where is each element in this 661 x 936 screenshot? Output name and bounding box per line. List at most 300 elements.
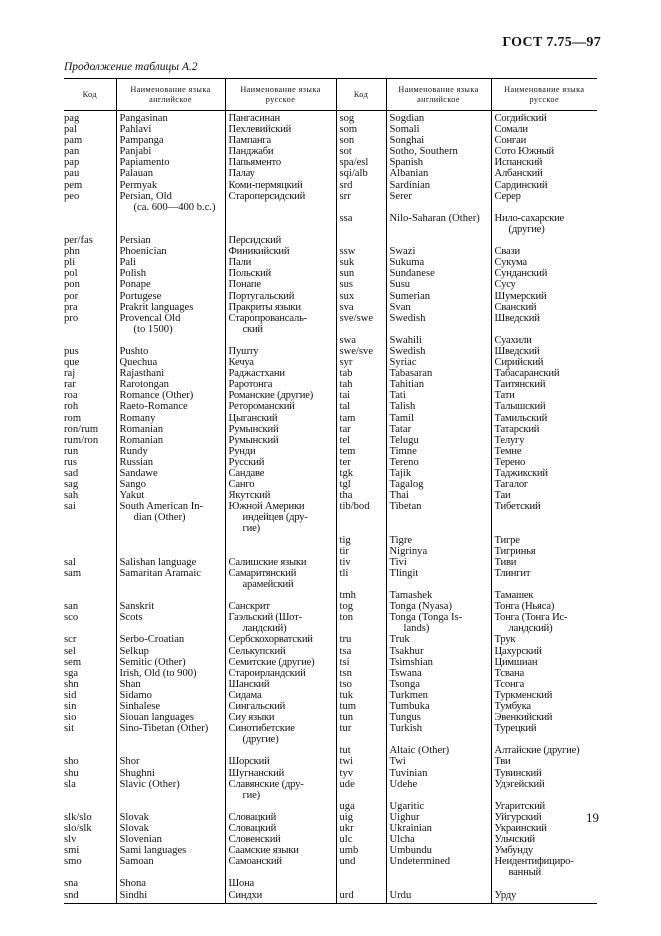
code-cell [64,779,116,801]
cell-text-line: Эвенкийский [494,712,553,724]
code-cell [336,612,386,634]
english-name-cell [116,801,225,812]
table-row [64,634,597,645]
table-row [64,191,597,213]
cell-text-line: tha [339,490,353,502]
cell-text-line: Permyak [119,179,158,191]
code-cell [336,168,386,179]
cell-text-line: Тамашек [494,590,534,602]
cell-text-line: Salishan language [119,556,197,568]
cell-text-line: Польский [228,268,272,280]
cell-text-line: Панджаби [228,146,274,158]
cell-text-line: Palauan [119,168,154,180]
cell-text-line: tun [339,712,354,724]
cell-text-line: ulc [339,834,353,846]
cell-text-line: Португальский [228,290,295,302]
cell-text-line: rus [64,456,77,468]
table-row [64,368,597,379]
cell-text-line: Spanish [389,157,424,169]
code-cell [336,823,386,834]
russian-name-cell [225,756,336,767]
english-name-cell [386,601,491,612]
table-row [64,812,597,823]
russian-name-cell [491,668,597,679]
russian-name-cell [225,501,336,534]
russian-name-cell [225,157,336,168]
english-name-cell [386,435,491,446]
russian-name-cell [225,679,336,690]
russian-name-cell [225,235,336,246]
russian-name-cell [491,124,597,135]
cell-text-line: ron/rum [64,423,99,435]
cell-text-line: Tonga (Nyasa) [389,601,453,613]
russian-name-cell [225,257,336,268]
table-row [64,690,597,701]
english-name-cell [116,457,225,468]
english-name-cell [386,668,491,679]
english-name-cell [386,890,491,904]
cell-text-line: urd [339,889,354,901]
table-row [64,291,597,302]
cell-text-line: Сонгаи [494,135,527,147]
cell-text-line: Nilo-Saharan (Other) [389,212,480,224]
english-name-cell [116,590,225,601]
russian-name-cell [491,424,597,435]
english-name-cell [116,568,225,590]
code-cell [336,146,386,157]
code-cell [336,357,386,368]
english-name-cell [386,302,491,313]
code-cell [64,612,116,634]
english-name-cell [386,257,491,268]
english-name-cell [386,146,491,157]
cell-text-line: Prakrit languages [119,301,194,313]
cell-text-line: Tsimshian [389,656,433,668]
cell-text-line: Словенский [228,834,281,846]
russian-name-cell [225,479,336,490]
cell-text-line: Tamil [389,412,415,424]
code-cell [336,546,386,557]
cell-text-line: Нило-сахарские [494,212,565,224]
cell-text-line: Урду [494,889,517,901]
cell-text-line: som [339,124,358,136]
russian-name-cell [225,668,336,679]
cell-text-line: san [64,601,79,613]
cell-text-line: suk [339,257,355,269]
cell-text-line: Slovak [119,811,149,823]
cell-text-line: Sinhalese [119,700,161,712]
cell-text-line: tum [339,700,356,712]
code-cell [64,168,116,179]
cell-text-line: Quechua [119,357,158,369]
cell-text-line: Темне [494,445,522,457]
english-name-cell [386,590,491,601]
cell-text-line: tel [339,434,351,446]
table-row [64,435,597,446]
cell-text-line: Трук [494,634,516,646]
cell-text-line: Timne [389,445,417,457]
code-cell [64,368,116,379]
english-name-cell [386,634,491,645]
cell-text-line: Scots [119,612,143,624]
russian-name-cell [225,413,336,424]
russian-name-cell [491,745,597,756]
cell-text-line: shu [64,767,79,779]
cell-text-line: Старопровансаль- [228,312,308,324]
cell-text-line: (to 1500) [133,323,173,335]
english-name-cell [386,612,491,634]
code-cell [336,768,386,779]
russian-name-cell [491,501,597,534]
cell-text-line: Тати [494,390,515,402]
cell-text-line: Тонга (Ньяса) [494,601,555,613]
cell-text-line: Tati [389,390,406,402]
table-row [64,756,597,767]
cell-text-line: Sidamo [119,689,152,701]
cell-text-line: swe/sve [339,345,374,357]
russian-name-cell [225,701,336,712]
english-name-cell [116,335,225,346]
cell-text-line: Romany [119,412,156,424]
english-name-cell [116,368,225,379]
russian-name-cell [491,446,597,457]
code-cell [64,302,116,313]
russian-name-cell [491,457,597,468]
russian-name-cell [225,634,336,645]
cell-text-line: Nigrinya [389,545,428,557]
english-name-cell [386,501,491,534]
cell-text-line: Undetermined [389,856,451,868]
english-name-cell [116,313,225,335]
cell-text-line: Тигринья [494,545,536,557]
russian-name-cell [225,535,336,546]
cell-text-line: dian (Other) [133,512,186,524]
cell-text-line: sve/swe [339,312,374,324]
code-cell [64,346,116,357]
cell-text-line: ский [242,323,263,335]
cell-text-line: tem [339,445,356,457]
russian-name-cell [225,745,336,756]
english-name-cell [116,401,225,412]
table-row [64,612,597,634]
cell-text-line: Сардинский [494,179,548,191]
cell-text-line: Raeto-Romance [119,401,188,413]
table-row [64,124,597,135]
cell-text-line: Шведский [494,345,540,357]
cell-text-line: ude [339,778,355,790]
russian-name-cell [225,546,336,557]
cell-text-line: sam [64,567,82,579]
english-name-cell [386,279,491,290]
cell-text-line: Суахили [494,334,532,346]
english-name-cell [116,435,225,446]
cell-text-line: rum/ron [64,434,99,446]
cell-text-line: Tumbuka [389,700,430,712]
cell-text-line: smi [64,845,80,857]
cell-text-line: Sotho, Southern [389,146,458,158]
russian-name-cell [491,612,597,634]
code-cell [64,823,116,834]
cell-text-line: Пангасинан [228,113,280,124]
russian-name-cell [491,390,597,401]
cell-text-line: Селькупский [228,645,286,657]
cell-text-line: tgk [339,468,354,479]
russian-name-cell [491,801,597,812]
cell-text-line: Цимшиан [494,656,538,668]
cell-text-line: Slovenian [119,834,162,846]
cell-text-line: Семитские (другие) [228,656,315,668]
cell-text-line: umb [339,845,359,857]
table-row [64,246,597,257]
cell-text-line: Sukuma [389,257,425,269]
cell-text-line: Староирландский [228,667,306,679]
cell-text-line: Rarotongan [119,379,169,391]
code-cell [336,501,386,534]
cell-text-line: Provencal Old [119,312,181,324]
code-cell [64,268,116,279]
english-name-cell [386,213,491,235]
table-row [64,723,597,745]
russian-name-cell [491,890,597,904]
cell-text-line: Sumerian [389,290,431,302]
code-cell [336,390,386,401]
english-name-cell [386,845,491,856]
english-name-cell [116,779,225,801]
table-row [64,501,597,534]
cell-text-line: Кечуа [228,357,254,369]
cell-text-line: sla [64,778,76,790]
cell-text-line: pam [64,135,83,147]
russian-name-cell [225,313,336,335]
table-row [64,546,597,557]
english-name-cell [116,268,225,279]
english-name-cell [116,446,225,457]
english-name-cell [116,701,225,712]
english-name-cell [116,257,225,268]
cell-text-line: Тлингит [494,567,531,579]
russian-name-cell [491,279,597,290]
cell-text-line: Pahlavi [119,124,152,136]
cell-text-line: Sango [119,479,146,491]
russian-name-cell [225,291,336,302]
cell-text-line: tam [339,412,356,424]
code-cell [64,111,116,125]
english-name-cell [386,712,491,723]
russian-name-cell [491,313,597,335]
cell-text-line: Понапе [228,279,261,291]
cell-text-line: ter [339,456,351,468]
russian-name-cell [491,302,597,313]
russian-name-cell [491,590,597,601]
russian-name-cell [491,257,597,268]
cell-text-line: Романские (другие) [228,390,314,402]
code-cell [64,546,116,557]
code-cell [336,457,386,468]
russian-name-cell [225,490,336,501]
english-name-cell [116,468,225,479]
code-cell [336,745,386,756]
russian-name-cell [491,823,597,834]
code-cell [336,590,386,601]
cell-text-line: Sundanese [389,268,435,280]
english-name-cell [116,878,225,889]
cell-text-line: roh [64,401,79,413]
cell-text-line: Румынский [228,434,279,446]
russian-name-cell [225,124,336,135]
russian-name-cell [491,546,597,557]
cell-text-line: Согдийский [494,113,547,124]
cell-text-line: Сандаве [228,468,265,479]
table-row [64,146,597,157]
table-row [64,479,597,490]
russian-name-cell [225,878,336,889]
code-cell [64,590,116,601]
cell-text-line: Sindhi [119,889,148,901]
code-cell [336,634,386,645]
english-name-cell [116,157,225,168]
table-row [64,712,597,723]
code-cell [336,568,386,590]
cell-text-line: srd [339,179,353,191]
english-name-cell [386,468,491,479]
cell-text-line: sog [339,113,355,124]
russian-name-cell [225,213,336,235]
table-row [64,823,597,834]
cell-text-line: Tivi [389,556,407,568]
russian-name-cell [491,268,597,279]
column-header-english: Наименование языка английское [386,79,491,111]
cell-text-line: Раротонга [228,379,273,391]
cell-text-line: syr [339,357,353,369]
code-cell [64,712,116,723]
english-name-cell [386,756,491,767]
code-cell [64,124,116,135]
code-cell [64,601,116,612]
cell-text-line: Tibetan [389,501,422,513]
cell-text-line: tir [339,545,349,557]
cell-text-line: Гаэльский (Шот- [228,612,302,624]
russian-name-cell [225,768,336,779]
table-row [64,335,597,346]
code-cell [64,446,116,457]
russian-name-cell [491,657,597,668]
table-row [64,111,597,125]
russian-name-cell [491,213,597,235]
cell-text-line: sot [339,146,352,158]
english-name-cell [116,291,225,302]
code-cell [336,712,386,723]
cell-text-line: Сирийский [494,357,544,369]
cell-text-line: sai [64,501,76,513]
code-cell [64,701,116,712]
russian-name-cell [491,490,597,501]
english-name-cell [386,690,491,701]
cell-text-line: Panjabi [119,146,152,158]
cell-text-line: sio [64,712,77,724]
english-name-cell [116,501,225,534]
code-cell [64,257,116,268]
russian-name-cell [491,111,597,125]
code-cell [336,235,386,246]
cell-text-line: tso [339,678,352,690]
cell-text-line: Thai [389,490,409,502]
russian-name-cell [225,446,336,457]
cell-text-line: slk/slo [64,811,92,823]
code-cell [336,690,386,701]
russian-name-cell [491,346,597,357]
cell-text-line: Russian [119,456,154,468]
english-name-cell [116,191,225,213]
cell-text-line: pem [64,179,83,191]
cell-text-line: tru [339,634,352,646]
table-row [64,646,597,657]
cell-text-line: que [64,357,80,369]
cell-text-line: Сванский [494,301,537,313]
cell-text-line: sux [339,290,355,302]
russian-name-cell [225,612,336,634]
cell-text-line: Romanian [119,434,164,446]
table-row [64,213,597,235]
cell-text-line: uig [339,811,354,823]
cell-text-line: Tonga (Tonga Is- [389,612,463,624]
cell-text-line: гие) [242,523,260,535]
table-row [64,801,597,812]
code-cell [64,424,116,435]
cell-text-line: pra [64,301,78,313]
cell-text-line: Саамские языки [228,845,299,857]
russian-name-cell [225,568,336,590]
cell-text-line: sna [64,878,79,890]
english-name-cell [116,890,225,904]
code-cell [64,457,116,468]
cell-text-line: Шумерский [494,290,547,302]
cell-text-line: (ca. 600—400 b.c.) [133,201,216,213]
table-row [64,490,597,501]
table-row [64,313,597,335]
code-cell [64,468,116,479]
code-cell [64,890,116,904]
code-cell [336,723,386,745]
cell-text-line: Сомали [494,124,528,136]
cell-text-line: Алтайские (другие) [494,745,580,757]
code-cell [336,601,386,612]
russian-name-cell [491,157,597,168]
code-cell [64,357,116,368]
cell-text-line: Таитянский [494,379,546,391]
russian-name-cell [491,690,597,701]
code-cell [336,268,386,279]
cell-text-line: Pangasinan [119,113,168,124]
cell-text-line: por [64,290,79,302]
english-name-cell [386,646,491,657]
cell-text-line: Sami languages [119,845,187,857]
table-row [64,379,597,390]
code-cell [336,279,386,290]
cell-text-line: shn [64,678,79,690]
cell-text-line: Сидама [228,689,262,701]
russian-name-cell [491,413,597,424]
cell-text-line: Samoan [119,856,154,868]
cell-text-line: tuk [339,689,354,701]
russian-name-cell [491,135,597,146]
english-name-cell [386,368,491,379]
cell-text-line: Portugese [119,290,162,302]
english-name-cell [116,124,225,135]
table-row [64,590,597,601]
cell-text-line: ssa [339,212,353,224]
english-name-cell [116,557,225,568]
cell-text-line: Tamashek [389,590,433,602]
